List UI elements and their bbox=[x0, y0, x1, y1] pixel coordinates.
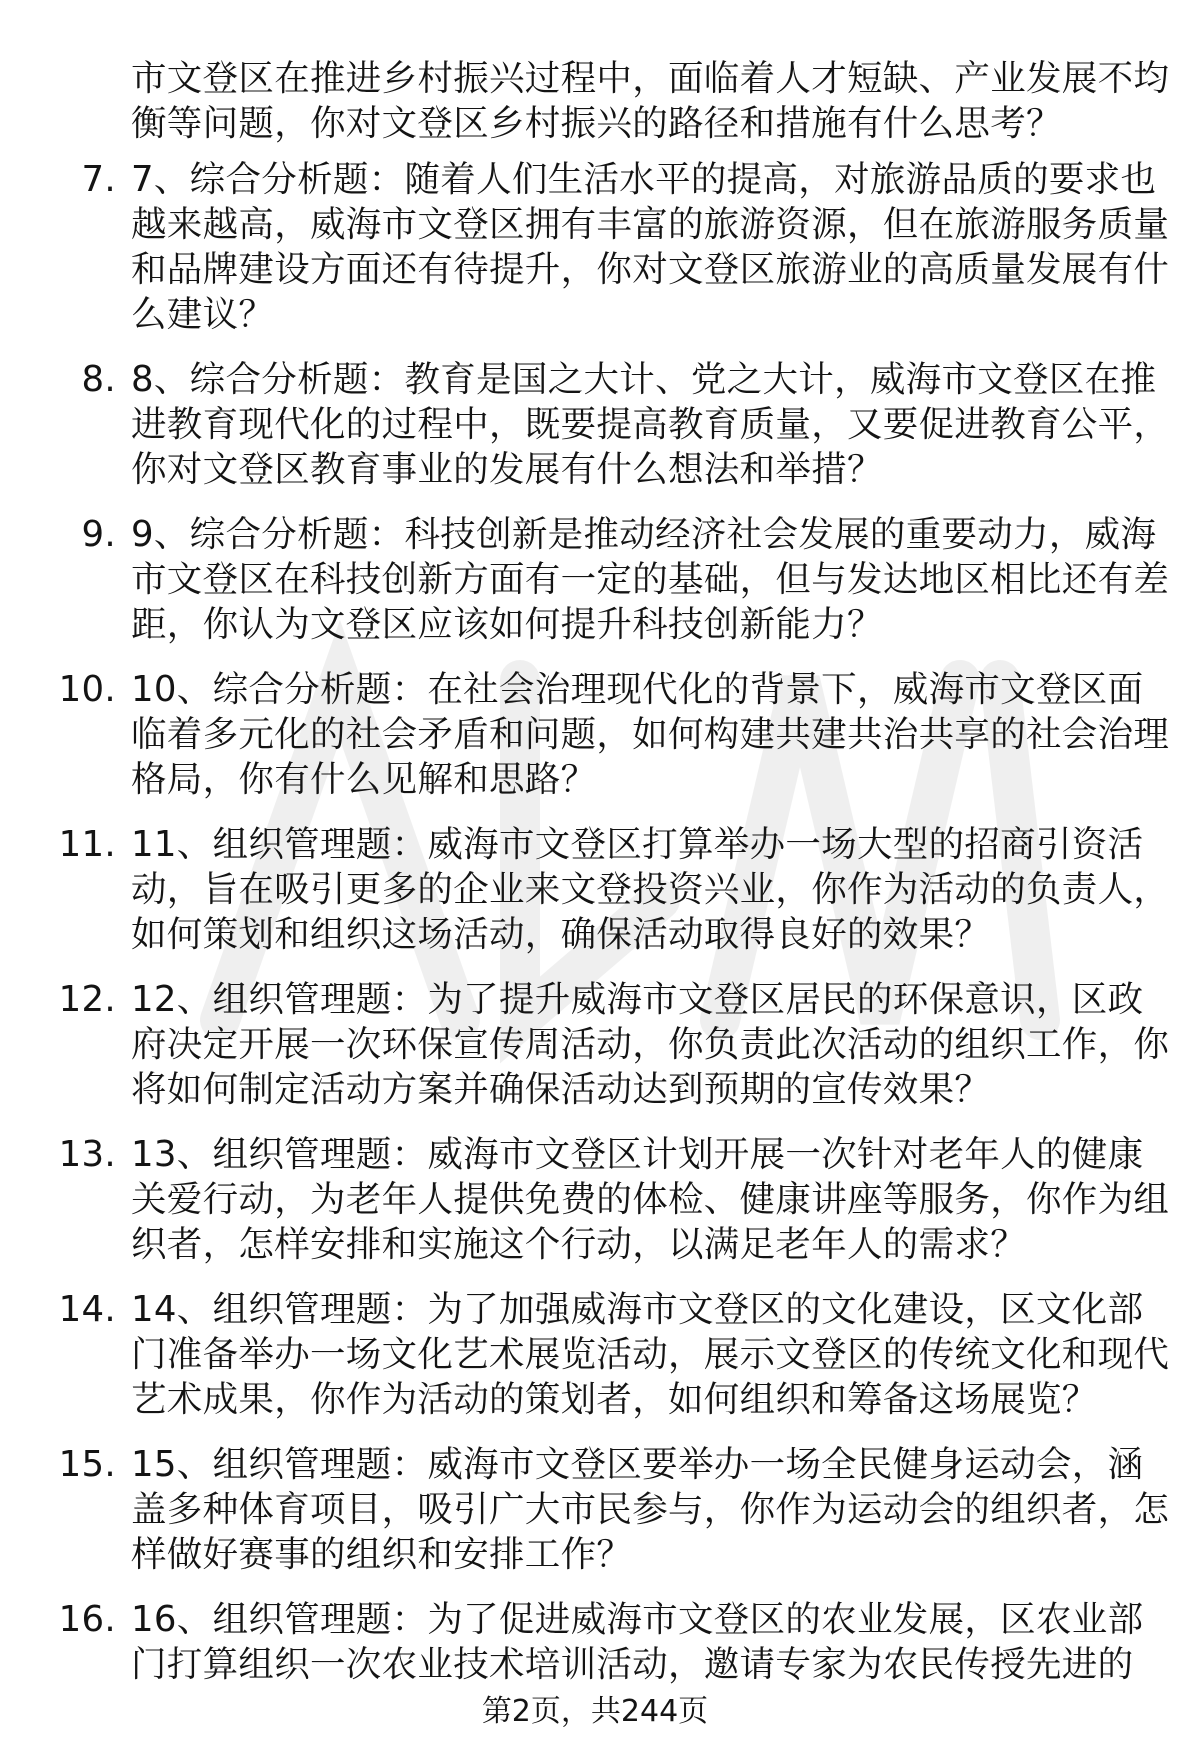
item-text: 13、组织管理题：威海市文登区计划开展一次针对老年人的健康关爱行动，为老年人提供免费的体检、健康讲座等服务，你作为组织者，怎样安排和实施这个行动，以满足老年人的需求？ bbox=[131, 1134, 1170, 1265]
item-number: 13. bbox=[58, 1134, 116, 1175]
item-number: 9. bbox=[81, 514, 116, 555]
item-text: 11、组织管理题：威海市文登区打算举办一场大型的招商引资活动，旨在吸引更多的企业来文登投资兴业，你作为活动的负责人，如何策划和组织这场活动，确保活动取得良好的效果？ bbox=[131, 824, 1170, 955]
page-footer: 第2页，共244页 bbox=[481, 1694, 709, 1729]
list-item bbox=[0, 512, 1171, 647]
item-text: 9、综合分析题：科技创新是推动经济社会发展的重要动力，威海市文登区在科技创新方面有一定的基础，但与发达地区相比还有差距，你认为文登区应该如何提升科技创新能力？ bbox=[131, 514, 1170, 645]
item-text: 10、综合分析题：在社会治理现代化的背景下，威海市文登区面临着多元化的社会矛盾和问题，如何构建共建共治共享的社会治理格局，你有什么见解和思路？ bbox=[131, 669, 1170, 800]
list-item bbox=[0, 822, 1171, 957]
item-text: 14、组织管理题：为了加强威海市文登区的文化建设，区文化部门准备举办一场文化艺术展览活动，展示文登区的传统文化和现代艺术成果，你作为活动的策划者，如何组织和筹备这场展览？ bbox=[131, 1289, 1170, 1420]
list-item bbox=[0, 357, 1171, 492]
item-number: 8. bbox=[81, 359, 116, 400]
list-item bbox=[0, 157, 1171, 337]
item-number: 12. bbox=[58, 979, 116, 1020]
item-text: 12、组织管理题：为了提升威海市文登区居民的环保意识，区政府决定开展一次环保宣传周活动，你负责此次活动的组织工作，你将如何制定活动方案并确保活动达到预期的宣传效果？ bbox=[131, 979, 1170, 1110]
item-number: 10. bbox=[58, 669, 116, 710]
item-number: 16. bbox=[58, 1599, 116, 1640]
list-item bbox=[0, 1597, 1171, 1687]
item-text: 16、组织管理题：为了促进威海市文登区的农业发展，区农业部门打算组织一次农业技术培训活动，邀请专家为农民传授先进的 bbox=[131, 1599, 1144, 1685]
intro-paragraph: 市文登区在推进乡村振兴过程中，面临着人才短缺、产业发展不均衡等问题，你对文登区乡村振兴的路径和措施有什么思考？ bbox=[131, 58, 1170, 144]
list-item bbox=[0, 1287, 1171, 1422]
item-text: 15、组织管理题：威海市文登区要举办一场全民健身运动会，涵盖多种体育项目，吸引广大市民参与，你作为运动会的组织者，怎样做好赛事的组织和安排工作？ bbox=[131, 1444, 1170, 1575]
item-number: 7. bbox=[81, 159, 116, 200]
item-number: 15. bbox=[58, 1444, 116, 1485]
list-item bbox=[0, 1132, 1171, 1267]
list-item bbox=[0, 1442, 1171, 1577]
item-number: 11. bbox=[58, 824, 116, 865]
list-item bbox=[0, 977, 1171, 1112]
item-number: 14. bbox=[58, 1289, 116, 1330]
question-list bbox=[0, 157, 1190, 1707]
list-item bbox=[0, 667, 1171, 802]
item-text: 7、综合分析题：随着人们生活水平的提高，对旅游品质的要求也越来越高，威海市文登区拥有丰富的旅游资源，但在旅游服务质量和品牌建设方面还有待提升，你对文登区旅游业的高质量发展有什么建议？ bbox=[131, 159, 1170, 335]
item-text: 8、综合分析题：教育是国之大计、党之大计，威海市文登区在推进教育现代化的过程中，既要提高教育质量，又要促进教育公平，你对文登区教育事业的发展有什么想法和举措？ bbox=[131, 359, 1170, 490]
